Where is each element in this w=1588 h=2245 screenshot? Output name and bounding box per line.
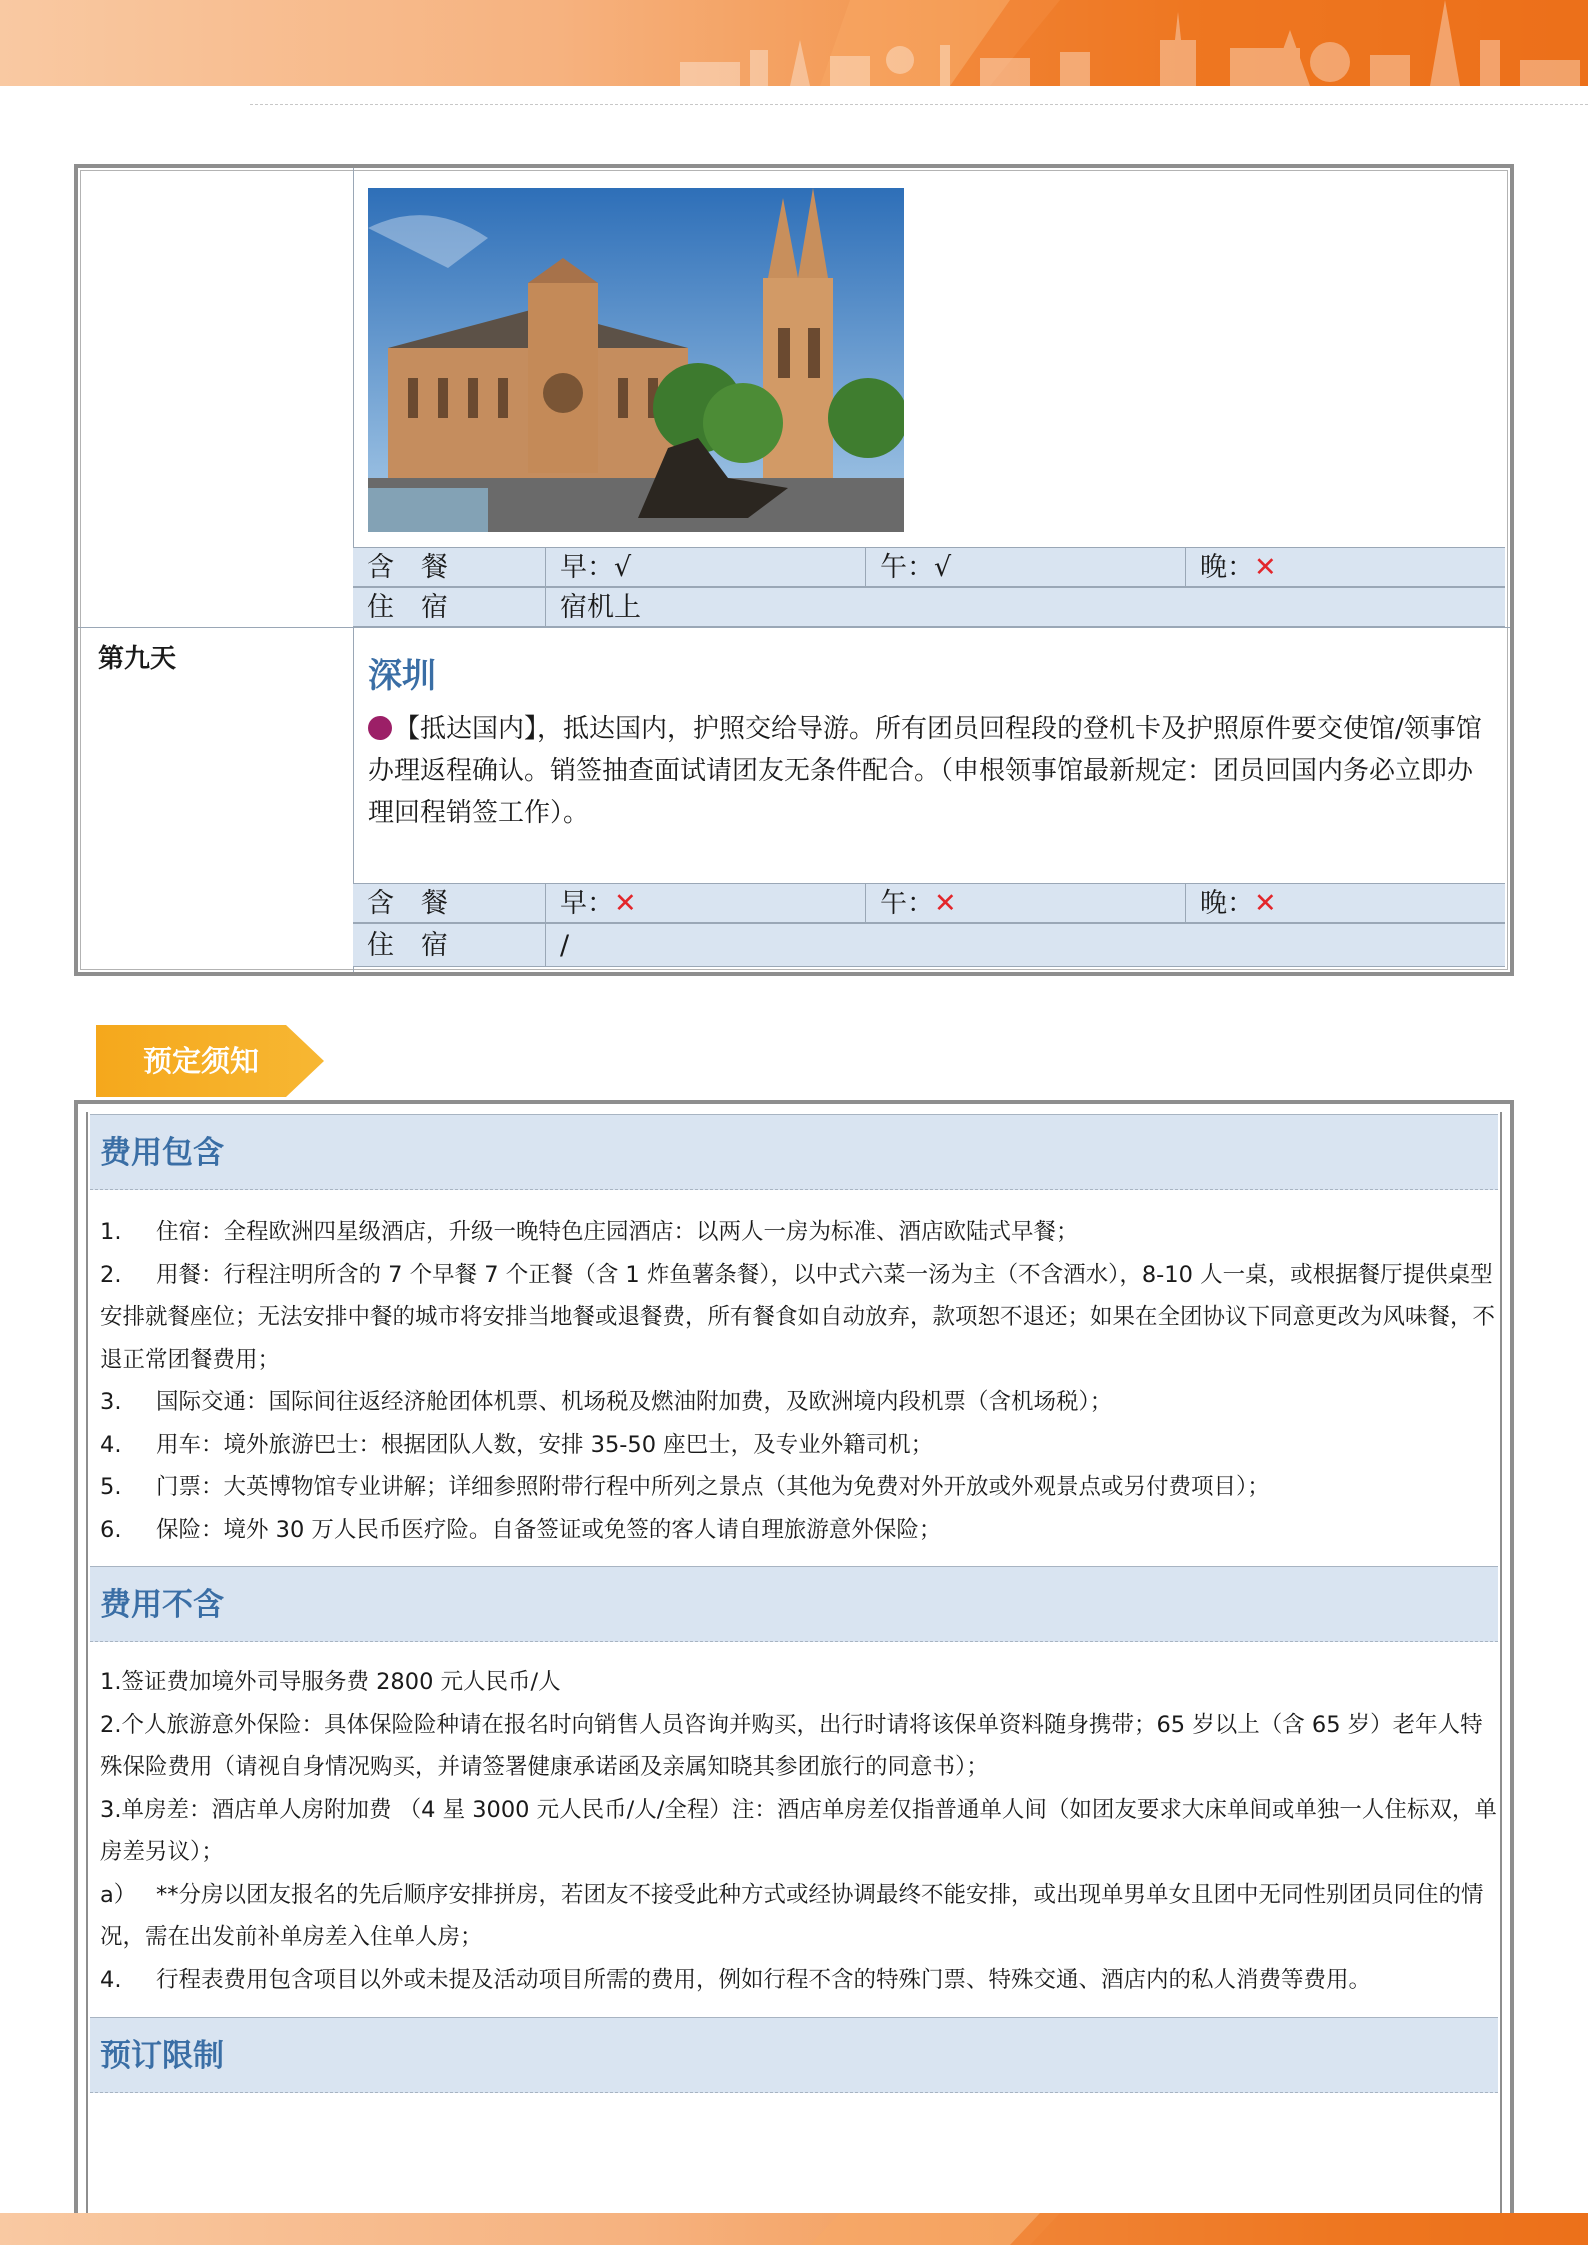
item-number: a） [100,1881,137,1908]
list-item [100,1959,1498,2002]
lunch-cell [866,884,1186,922]
list-item [100,1466,1498,1509]
excluded-title: 费用不含 [100,1587,224,1623]
notice-left-rule [86,1112,88,2218]
cathedral-photo [368,188,904,532]
lunch-label: 午： [880,888,934,919]
day8-meals-row [353,547,1505,587]
item-text: 国际交通：国际间往返经济舱团体机票、机场税及燃油附加费，及欧洲境内段机票（含机场税）； [156,1389,1113,1415]
breakfast-cell [546,548,866,586]
item-number: 4. [100,1431,122,1458]
notice-badge-label: 预定须知 [142,1044,259,1078]
day9-lodging-row [353,923,1505,967]
day9-city-title: 深圳 [368,656,436,696]
lunch-mark: √ [934,552,952,583]
list-item: 1.签证费加境外司导服务费 2800 元人民币/人 [100,1669,561,1695]
excluded-section-header [90,1566,1498,1642]
list-item [100,1381,1498,1424]
lunch-cell [866,548,1186,586]
footer-stripe-icon [0,2213,1588,2245]
item-text: 住宿：全程欧洲四星级酒店，升级一晚特色庄园酒店：以两人一房为标准、酒店欧陆式早餐； [156,1219,1079,1245]
notice-right-rule [1500,1112,1502,2218]
item-number: 3. [100,1389,122,1415]
dinner-mark: ✕ [1254,888,1277,919]
list-item [100,1424,1498,1467]
lunch-label: 午： [880,552,934,583]
item-text: 行程表费用包含项目以外或未提及活动项目所需的费用，例如行程不含的特殊门票、特殊交通、酒店内的私人消费等费用。 [156,1966,1372,1993]
excluded-list [100,1661,1498,2001]
included-title: 费用包含 [100,1135,224,1171]
day9-meals-row [353,883,1505,923]
list-item: 3.单房差：酒店单人房附加费 （4 星 3000 元人民币/人/全程）注：酒店单房差仅指普通单人间（如团友要求大床单间或单独一人住标双，单房差另议）； [100,1796,1497,1865]
footer-banner [0,2213,1588,2245]
list-item [100,1874,1498,1959]
day9-description [368,708,1496,834]
dinner-mark: ✕ [1254,552,1277,583]
day9-description-head: 【抵达国内】 [394,714,538,744]
breakfast-mark: √ [614,552,632,583]
item-text: 用餐：行程注明所含的 7 个早餐 7 个正餐（含 1 炸鱼薯条餐），以中式六菜一汤为主（不含酒水），8-10 人一桌，或根据餐厅提供桌型安排就餐座位；无法安排中餐的城市将安排当地餐或退餐费，所有餐食如自动放弃，款项恕不退还；如果在全团协议下同意更改为风味餐，不退正常团餐费用； [100,1261,1496,1373]
lodging-value: / [560,930,570,961]
item-text: **分房以团友报名的先后顺序安排拼房，若团友不接受此种方式或经协调最终不能安排，或出现单男单女且团中无同性别团员同住的情况，需在出发前补单房差入住单人房； [100,1881,1484,1950]
list-item [100,1509,1498,1552]
lodging-value: 宿机上 [560,592,641,623]
day-divider [78,627,1510,628]
breakfast-mark: ✕ [614,888,637,919]
notice-box [74,1100,1514,2218]
item-text: 门票：大英博物馆专业讲解；详细参照附带行程中所列之景点（其他为免费对外开放或外观景点或另付费项目）； [156,1474,1270,1500]
dinner-label: 晚： [1200,888,1254,919]
cathedral-photo-icon [368,188,904,532]
item-text: 用车：境外旅游巴士：根据团队人数，安排 35-50 座巴士，及专业外籍司机； [156,1431,934,1458]
item-number: 5. [100,1474,122,1500]
breakfast-label: 早： [560,552,614,583]
item-number: 4. [100,1966,122,1993]
item-number: 1. [100,1219,122,1245]
meals-label: 含 餐 [353,884,546,922]
restrictions-title: 预订限制 [100,2038,224,2074]
lodging-label: 住 宿 [353,924,546,966]
meals-label: 含 餐 [353,548,546,586]
item-number: 2. [100,1261,122,1288]
dinner-cell [1186,884,1505,922]
breakfast-label: 早： [560,888,614,919]
day9-description-body: ，抵达国内，护照交给导游。所有团员回程段的登机卡及护照原件要交使馆/领事馆办理返程确认。销签抽查面试请团友无条件配合。（申根领事馆最新规定：团员回国内务必立即办理回程销签工作）。 [368,714,1482,828]
list-item [100,1254,1498,1382]
included-list [100,1211,1498,1551]
list-item [100,1211,1498,1254]
header-banner [0,0,1588,86]
included-section-header [90,1114,1498,1190]
breakfast-cell [546,884,866,922]
dinner-cell [1186,548,1505,586]
dinner-label: 晚： [1200,552,1254,583]
notice-badge [96,1025,324,1097]
bullet-dot-icon [368,716,392,740]
header-divider [250,104,1588,105]
item-text: 保险：境外 30 万人民币医疗险。自备签证或免签的客人请自理旅游意外保险； [156,1516,942,1543]
restrictions-section-header [90,2017,1498,2093]
lunch-mark: ✕ [934,888,957,919]
list-item: 2.个人旅游意外保险：具体保险险种请在报名时向销售人员咨询并购买，出行时请将该保单资料随身携带；65 岁以上（含 65 岁）老年人特殊保险费用（请视自身情况购买，并请签署健康承诺函及亲属知晓其参团旅行的同意书）； [100,1711,1483,1780]
skyline-decoration-icon [0,0,1588,86]
itinerary-table [74,164,1514,976]
day8-lodging-row [353,587,1505,627]
item-number: 6. [100,1516,122,1543]
lodging-label: 住 宿 [353,588,546,626]
day9-label: 第九天 [98,644,177,674]
